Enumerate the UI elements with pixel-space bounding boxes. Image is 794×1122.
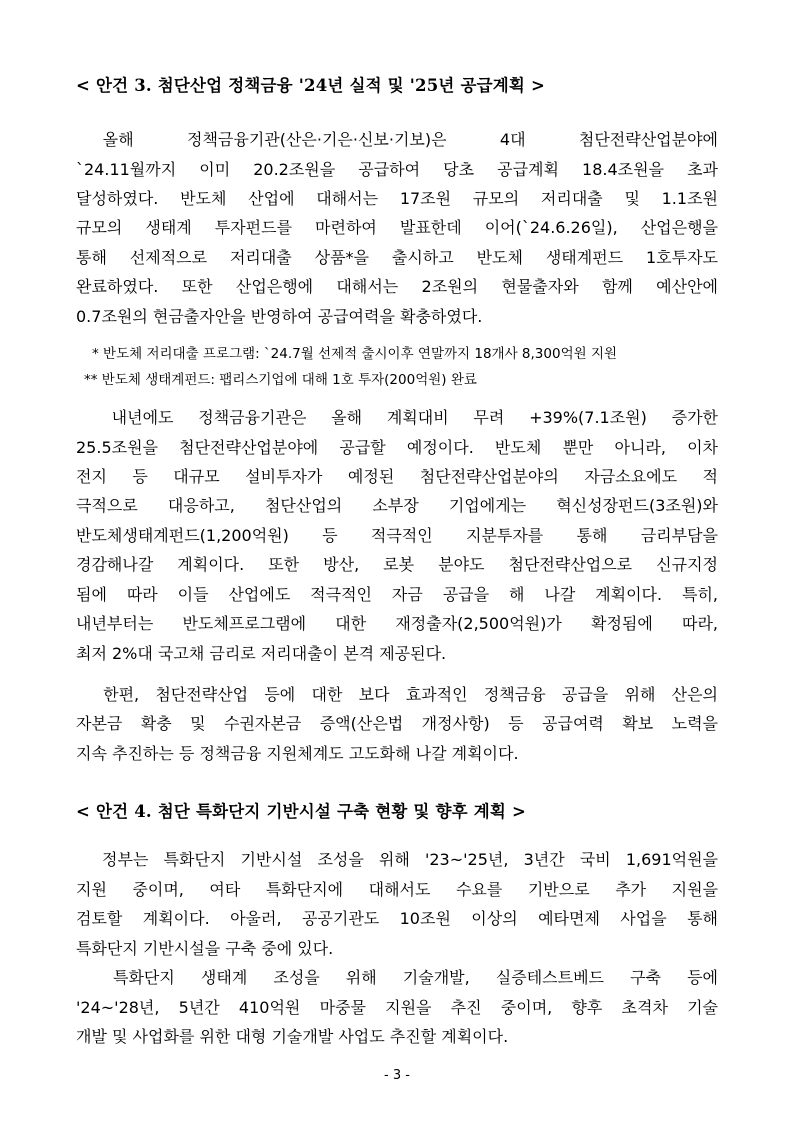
paragraph-line: 올해 정책금융기관(산은·기은·신보·기보)은 4대 첨단전략산업분야에	[76, 130, 718, 149]
paragraph-line: 반도체생태계펀드(1,200억원) 등 적극적인 지분투자를 통해 금리부담을	[76, 526, 718, 545]
paragraph-line: 내년에도 정책금융기관은 올해 계획대비 무려 +39%(7.1조원) 증가한	[76, 408, 718, 427]
paragraph-line: 25.5조원을 첨단전략산업분야에 공급할 예정이다. 반도체 뿐만 아니라, 이차	[76, 438, 718, 457]
section-3-heading: < 안건 3. 첨단산업 정책금융 '24년 실적 및 '25년 공급계획 >	[76, 76, 545, 95]
paragraph-line: 규모의 생태계 투자펀드를 마련하여 발표한데 이어(`24.6.26일), 산업은행을	[76, 218, 718, 237]
footnote: * 반도체 저리대출 프로그램: `24.7월 선제적 출시이후 연말까지 18개사 8,300억원 지원	[92, 346, 618, 362]
paragraph-line: 내년부터는 반도체프로그램에 대한 재정출자(2,500억원)가 확정됨에 따라,	[76, 614, 718, 633]
paragraph-line: 자본금 확충 및 수권자본금 증액(산은법 개정사항) 등 공급여력 확보 노력을	[76, 714, 718, 733]
paragraph-line: 특화단지 기반시설을 구축 중에 있다.	[76, 939, 334, 958]
paragraph-line: 한편, 첨단전략산업 등에 대한 보다 효과적인 정책금융 공급을 위해 산은의	[76, 685, 718, 704]
paragraph-line: 완료하였다. 또한 산업은행에 대해서는 2조원의 현물출자와 함께 예산안에	[76, 277, 718, 296]
paragraph-line: 개발 및 사업화를 위한 대형 기술개발 사업도 추진할 계획이다.	[76, 1027, 509, 1046]
paragraph-line: 최저 2%대 국고채 금리로 저리대출이 본격 제공된다.	[76, 644, 447, 663]
paragraph-line: `24.11월까지 이미 20.2조원을 공급하여 당초 공급계획 18.4조원을 초과	[76, 160, 718, 179]
paragraph-line: 달성하였다. 반도체 산업에 대해서는 17조원 규모의 저리대출 및 1.1조원	[76, 189, 718, 208]
paragraph-line: 극적으로 대응하고, 첨단산업의 소부장 기업에게는 혁신성장펀드(3조원)와	[76, 496, 718, 515]
paragraph-line: 경감해나갈 계획이다. 또한 방산, 로봇 분야도 첨단전략산업으로 신규지정	[76, 555, 718, 574]
paragraph-line: 통해 선제적으로 저리대출 상품*을 출시하고 반도체 생태계펀드 1호투자도	[76, 248, 718, 267]
paragraph-line: 전지 등 대규모 설비투자가 예정된 첨단전략산업분야의 자금소요에도 적	[76, 467, 718, 486]
paragraph-line: 0.7조원의 현금출자안을 반영하여 공급여력을 확충하였다.	[76, 307, 483, 326]
paragraph-line: 정부는 특화단지 기반시설 조성을 위해 '23~'25년, 3년간 국비 1,691억원을	[76, 850, 718, 869]
footnote: ** 반도체 생태계펀드: 팹리스기업에 대해 1호 투자(200억원) 완료	[84, 372, 477, 388]
page-number: - 3 -	[384, 1068, 410, 1083]
paragraph-line: 지원 중이며, 여타 특화단지에 대해서도 수요를 기반으로 추가 지원을	[76, 880, 718, 899]
paragraph-line: '24~'28년, 5년간 410억원 마중물 지원을 추진 중이며, 향후 초격차 기술	[76, 998, 718, 1017]
section-4-heading: < 안건 4. 첨단 특화단지 기반시설 구축 현황 및 향후 계획 >	[76, 802, 526, 821]
paragraph-line: 특화단지 생태계 조성을 위해 기술개발, 실증테스트베드 구축 등에	[76, 968, 718, 987]
paragraph-line: 됨에 따라 이들 산업에도 적극적인 자금 공급을 해 나갈 계획이다. 특히,	[76, 585, 718, 604]
paragraph-line: 검토할 계획이다. 아울러, 공공기관도 10조원 이상의 예타면제 사업을 통해	[76, 909, 718, 928]
paragraph-line: 지속 추진하는 등 정책금융 지원체계도 고도화해 나갈 계획이다.	[76, 744, 519, 763]
